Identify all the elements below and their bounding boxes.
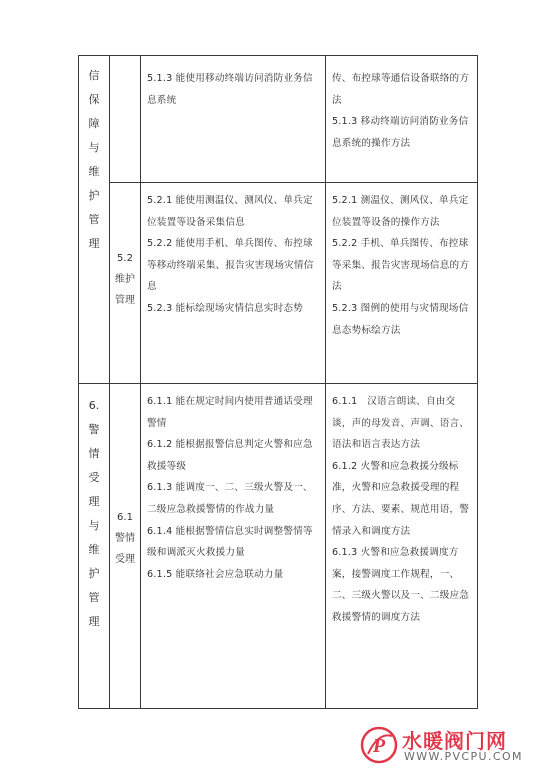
watermark-brand: 水暖阀门网 — [402, 729, 507, 753]
knowledge-item: 6.1.2 火警和应急救援分级标准，火警和应急救援受理的程序、方法、要素、规范用语，警情录入和调度方法 — [332, 460, 470, 537]
category-char: 理 — [88, 615, 100, 628]
knowledge-item: 5.2.2 手机、单兵图传、布控球等采集、报告灾害现场信息的方法 — [332, 238, 470, 293]
category-char: 受 — [88, 471, 100, 484]
category-char: 警 — [88, 423, 100, 436]
category-char: 信 — [88, 69, 100, 82]
skill-item: 5.2.2 能使用手机、单兵图传、布控球等移动终端采集、报告灾害现场灾情信息 — [147, 238, 314, 293]
content-table — [78, 55, 478, 709]
category-char: 保 — [88, 93, 100, 106]
watermark — [360, 726, 538, 764]
category-char: 理 — [88, 495, 100, 508]
subcategory-line: 5.2 — [117, 253, 133, 264]
knowledge-item: 5.2.1 测温仪、测风仪、单兵定位装置等设备的操作方法 — [332, 195, 469, 228]
subcategory-6-1 — [110, 507, 140, 570]
knowledge-item: 5.1.3 移动终端访问消防业务信息系统的操作方法 — [332, 116, 469, 149]
watermark-url: WWW.PVCPU.COM — [404, 750, 523, 763]
skill-item: 5.1.3 能使用移动终端访问消防业务信息系统 — [147, 73, 313, 106]
skill-item: 6.1.5 能联络社会应急联动力量 — [147, 568, 284, 580]
category-char: 理 — [88, 237, 100, 250]
category-bottom — [79, 394, 109, 634]
knowledge-cell-6-1 — [332, 391, 472, 629]
knowledge-cell-5-1 — [332, 68, 472, 154]
knowledge-item: 6.1.3 火警和应急救援调度方案，接警调度工作规程，一、二、三级火警以及一、二级应急救援警情的调度方法 — [332, 547, 470, 623]
row-divider-section-6 — [79, 383, 477, 384]
skill-item: 5.2.1 能使用测温仪、测风仪、单兵定位装置等设备采集信息 — [147, 195, 313, 228]
row-divider-5-2 — [109, 182, 477, 183]
skill-item: 5.2.3 能标绘现场灾情信息实时态势 — [147, 302, 303, 314]
category-char: 障 — [88, 117, 100, 130]
category-char: 管 — [88, 213, 100, 226]
subcategory-line: 受理 — [115, 554, 135, 565]
category-char: 与 — [88, 519, 100, 532]
knowledge-cell-5-2 — [332, 190, 472, 341]
knowledge-item: 5.2.3 图例的使用与灾情现场信息态势标绘方法 — [332, 302, 469, 336]
skill-item: 6.1.1 能在规定时间内使用普通话受理警情 — [147, 396, 313, 429]
brand-logo-icon — [360, 726, 398, 764]
category-char: 与 — [88, 141, 100, 154]
subcategory-5-2 — [110, 248, 140, 311]
category-top — [79, 64, 109, 256]
skill-cell-5-2 — [147, 190, 319, 320]
category-char: 维 — [88, 543, 100, 556]
subcategory-line: 维护 — [115, 274, 135, 285]
category-char: 维 — [88, 165, 100, 178]
col-divider-1 — [109, 56, 110, 708]
subcategory-line: 6.1 — [117, 512, 133, 523]
knowledge-item: 6.1.1 汉语言朗读、自由交谈，声的母发音、声调、语言、语法和语言表达方法 — [332, 396, 470, 451]
skill-item: 6.1.4 能根据警情信息实时调整警情等级和调派灭火救援力量 — [147, 525, 313, 559]
knowledge-item: 传、布控球等通信设备联络的方法 — [332, 73, 470, 106]
skill-cell-5-1 — [147, 68, 319, 111]
col-divider-3 — [325, 56, 326, 708]
skill-item: 6.1.2 能根据报警信息判定火警和应急救援等级 — [147, 439, 313, 472]
category-char: 6. — [88, 399, 100, 412]
logo-letter: P — [372, 735, 386, 757]
col-divider-2 — [140, 56, 141, 708]
subcategory-line: 管理 — [115, 295, 135, 306]
subcategory-line: 警情 — [115, 533, 135, 544]
skill-cell-6-1 — [147, 391, 319, 585]
category-char: 管 — [88, 591, 100, 604]
category-char: 护 — [88, 567, 100, 580]
category-char: 护 — [88, 189, 100, 202]
skill-item: 6.1.3 能调度一、二、三级火警及一、二级应急救援警情的作战力量 — [147, 482, 313, 515]
category-char: 情 — [88, 447, 100, 460]
